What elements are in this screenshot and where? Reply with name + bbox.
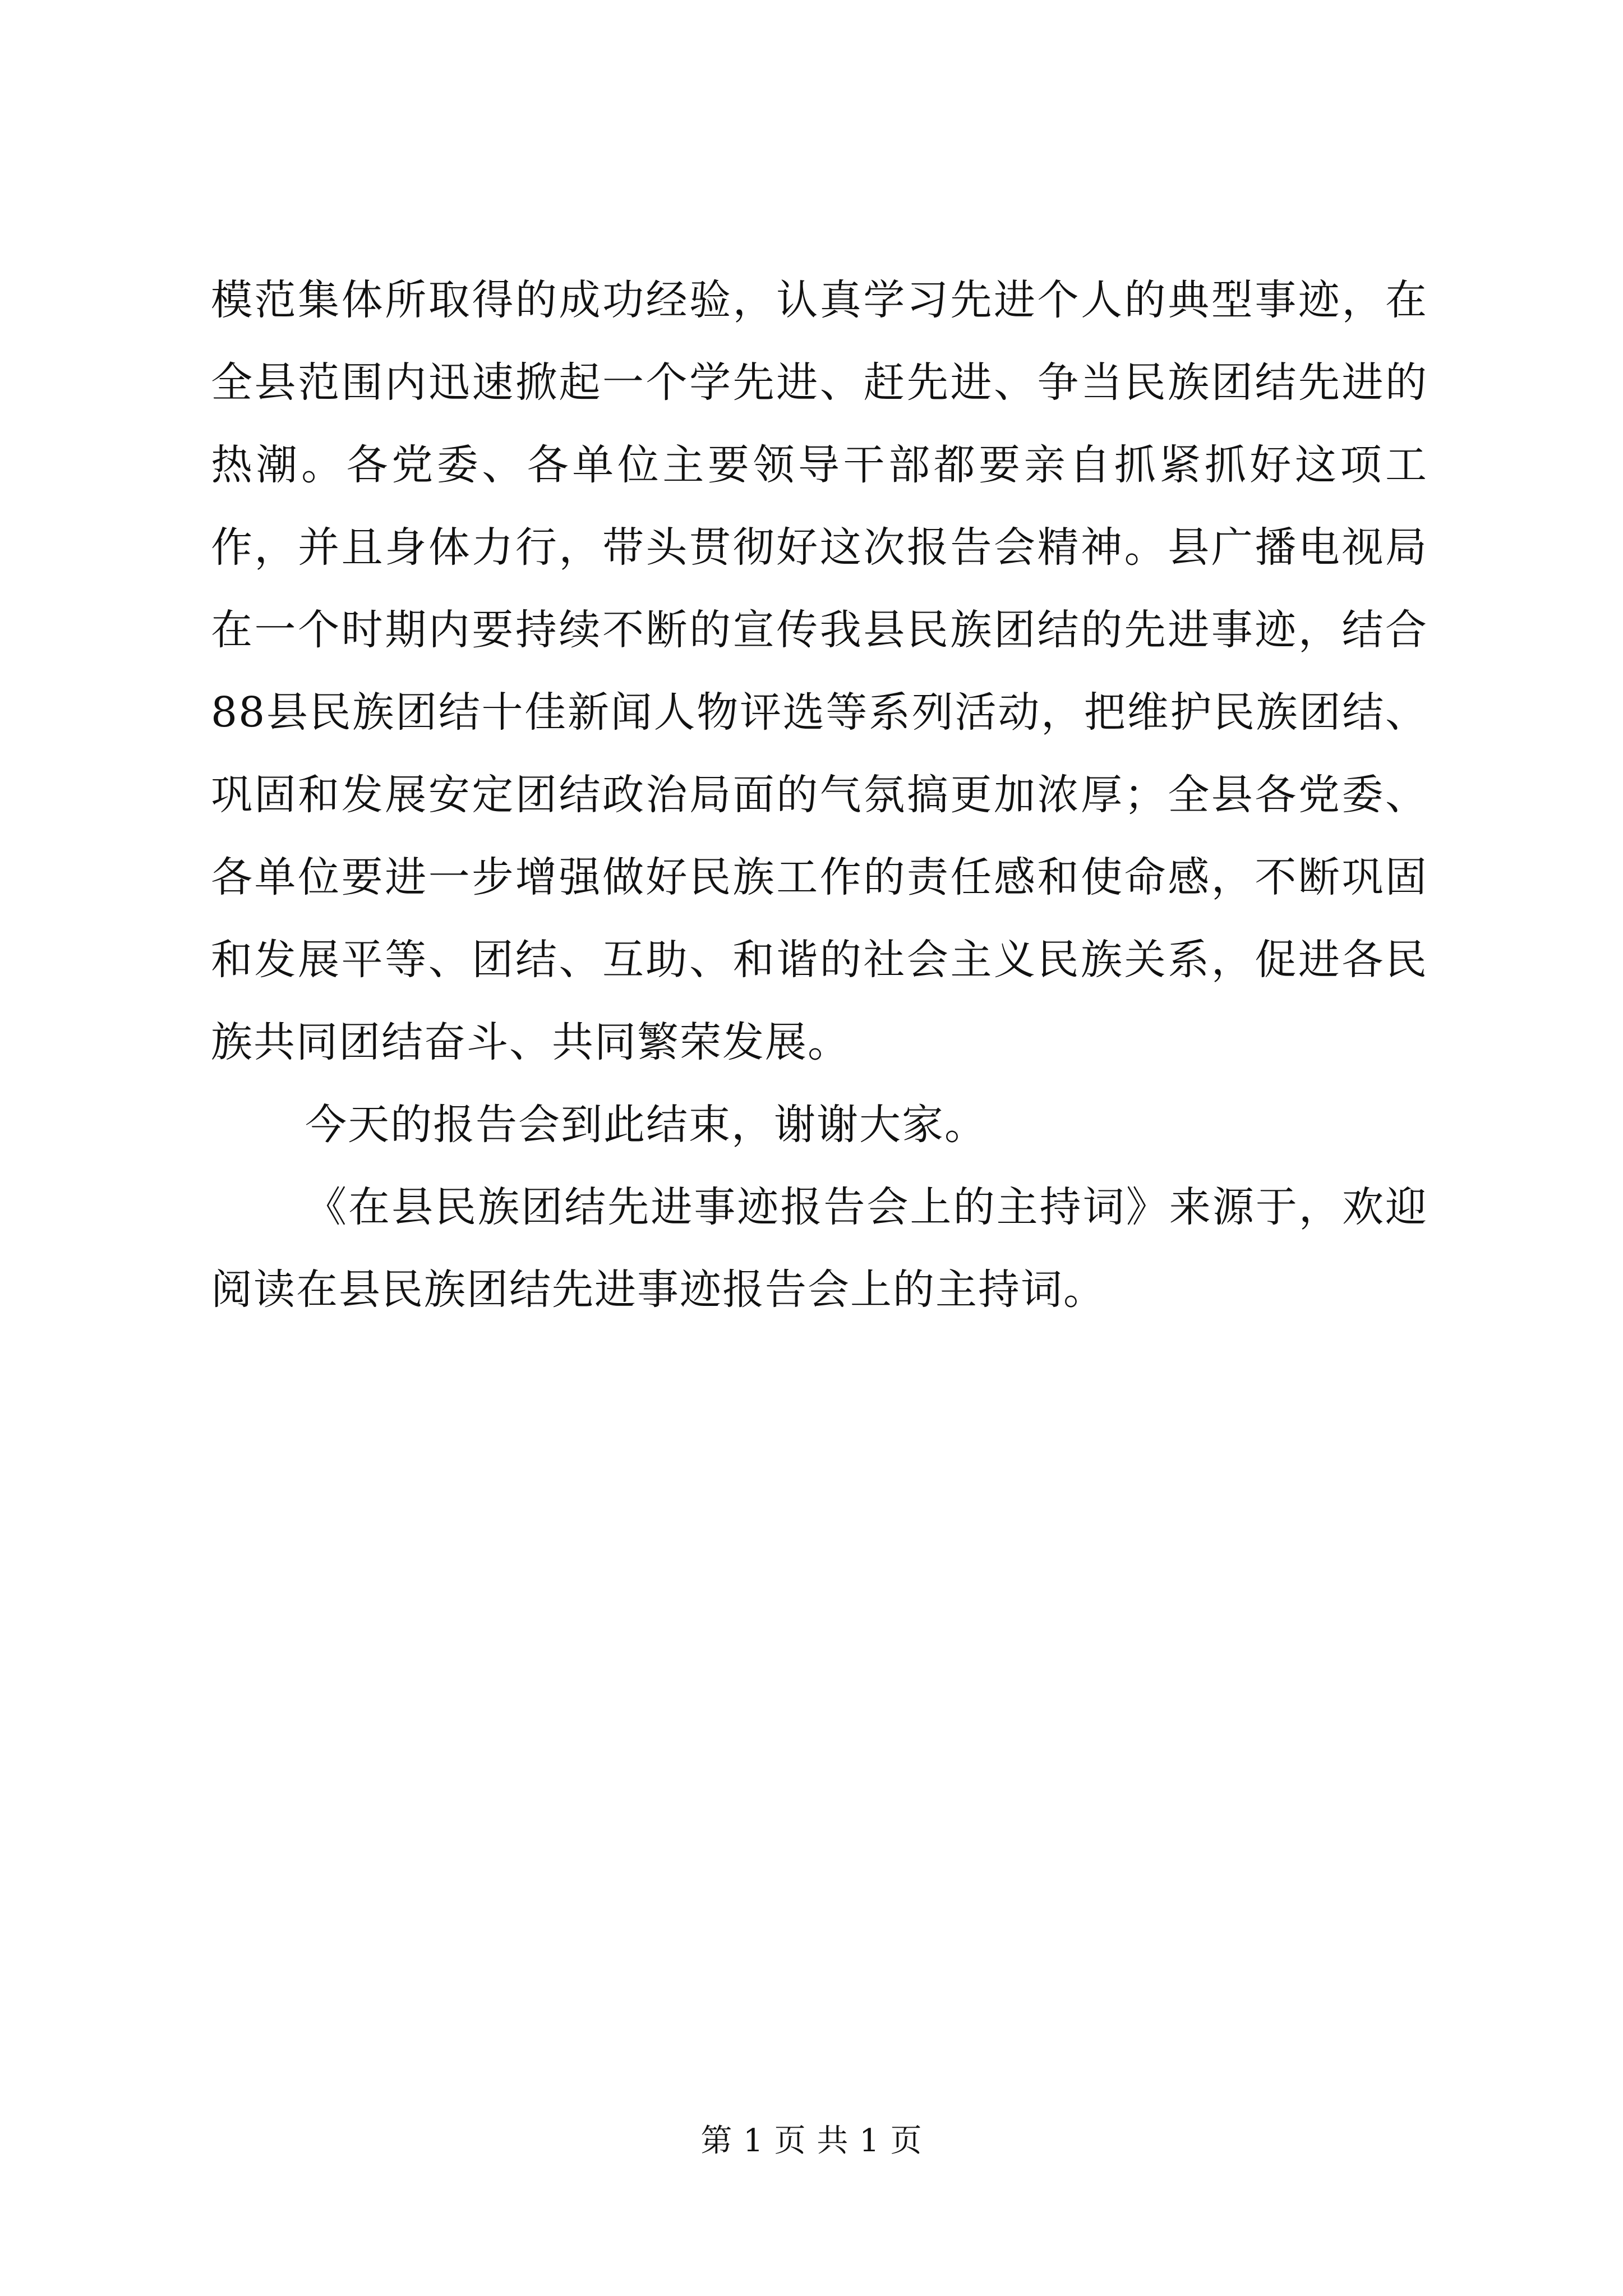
page-number-footer: 第 1 页 共 1 页 (700, 2123, 923, 2159)
paragraph-continuation: 模范集体所取得的成功经验，认真学习先进个人的典型事迹，在全县范围内迅速掀起一个学先进、赶先进、争当民族团结先进的热潮。各党委、各单位主要领导干部都要亲自抓紧抓好这项工作，并且身体力行，带头贯彻好这次报告会精神。县广播电视局在一个时期内要持续不断的宣传我县民族团结的先进事迹，结合88县民族团结十佳新闻人物评选等系列活动，把维护民族团结、巩固和发展安定团结政治局面的气氛搞更加浓厚；全县各党委、各单位要进一步增强做好民族工作的责任感和使命感，不断巩固和发展平等、团结、互助、和谐的社会主义民族关系，促进各民族共同团结奋斗、共同繁荣发展。 (211, 276, 1428, 1066)
document-body (211, 259, 1428, 1331)
paragraph-source-note: 《在县民族团结先进事迹报告会上的主持词》来源于，欢迎阅读在县民族团结先进事迹报告会上的主持词。 (211, 1183, 1428, 1314)
paragraph-closing-remark: 今天的报告会到此结束，谢谢大家。 (305, 1101, 987, 1149)
